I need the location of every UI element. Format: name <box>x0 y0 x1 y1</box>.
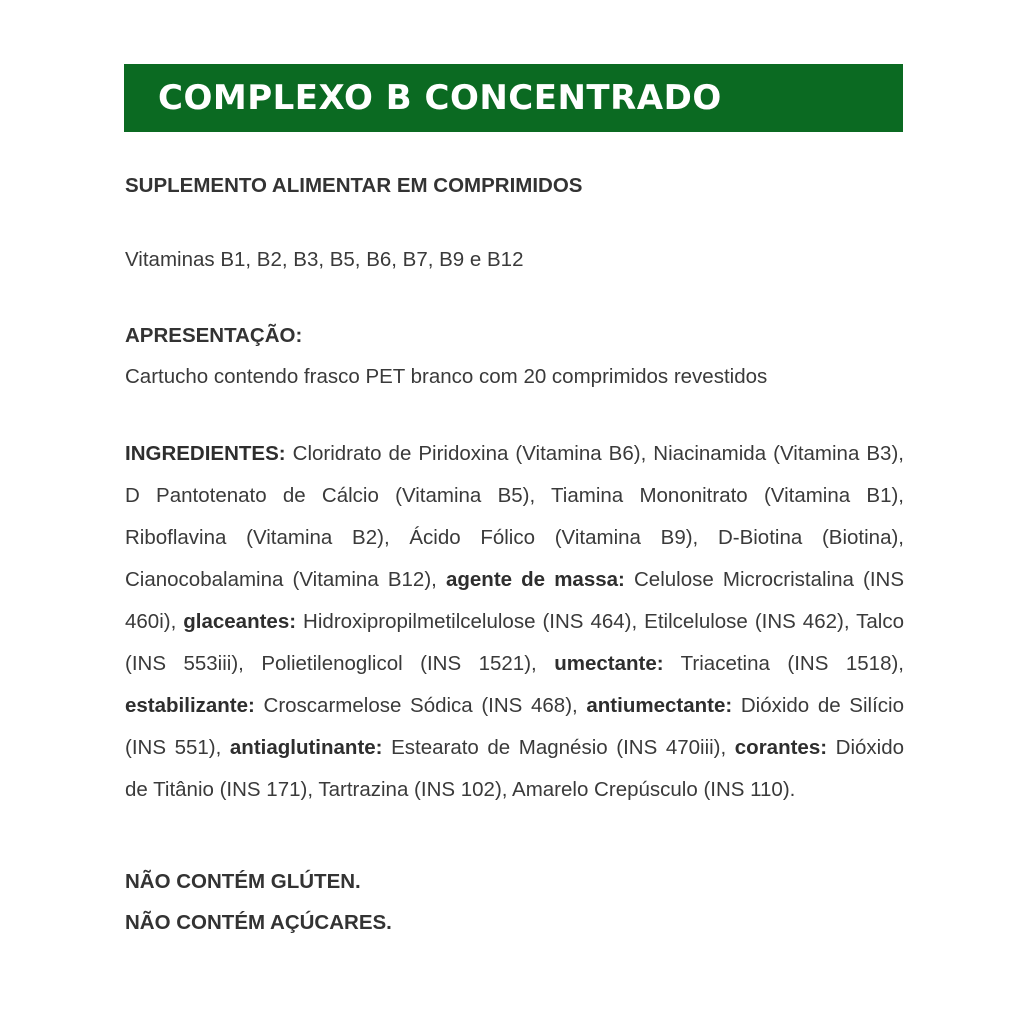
ingredients-text: Dióxido de Titânio (INS 171), Tartrazina (INS 102), Amarelo Crepúsculo (INS 110). <box>125 736 905 801</box>
ingredients-text: Dióxido de Silício (INS 551), <box>125 694 904 759</box>
presentation-section <box>125 320 904 393</box>
ingredients-label: INGREDIENTES: <box>125 442 286 465</box>
stabilizer-label: estabilizante: <box>125 694 255 717</box>
ingredients-text: Croscarmelose Sódica (INS 468), <box>254 694 587 717</box>
ingredients-text: Triacetina (INS 1518), <box>663 652 904 675</box>
title-banner <box>124 64 903 132</box>
ingredients-text: Celulose Microcristalina (INS 460i), <box>125 568 904 633</box>
product-subtitle: SUPLEMENTO ALIMENTAR EM COMPRIMIDOS <box>125 174 583 197</box>
ingredients-text: Cloridrato de Piridoxina (Vitamina B6), Niacinamida (Vitamina B3), D Pantotenato de Cálcio (Vitamina B5), Tiamina Mononitrato (Vitamina B1), Riboflavina (Vitamina B2), Ácido Fólico (Vitamina B9), D-Biotina (Biotina), Cianocobalamina (Vitamina B12), <box>125 442 904 591</box>
humectant-label: umectante: <box>554 652 664 675</box>
allergen-warnings <box>125 861 904 943</box>
antihumectant-label: antiumectante: <box>586 694 733 717</box>
ingredients-paragraph <box>125 433 904 811</box>
vitamins-list: Vitaminas B1, B2, B3, B5, B6, B7, B9 e B12 <box>125 248 524 271</box>
presentation-text: Cartucho contendo frasco PET branco com 20 comprimidos revestidos <box>125 365 768 388</box>
product-title: COMPLEXO B CONCENTRADO <box>158 78 722 118</box>
ingredients-text: Estearato de Magnésio (INS 470iii), <box>382 736 735 759</box>
ingredients-text: Hidroxipropilmetilcelulose (INS 464), Etilcelulose (INS 462), Talco (INS 553iii), Polietilenoglicol (INS 1521), <box>125 610 904 675</box>
glazing-agents-label: glaceantes: <box>183 610 297 633</box>
sugar-free-warning: NÃO CONTÉM AÇÚCARES. <box>125 911 392 934</box>
colorants-label: corantes: <box>734 736 828 759</box>
bulking-agent-label: agente de massa: <box>445 568 625 591</box>
gluten-free-warning: NÃO CONTÉM GLÚTEN. <box>125 870 361 893</box>
product-info <box>125 170 904 943</box>
presentation-heading: APRESENTAÇÃO: <box>125 324 303 347</box>
anticaking-label: antiaglutinante: <box>229 736 383 759</box>
